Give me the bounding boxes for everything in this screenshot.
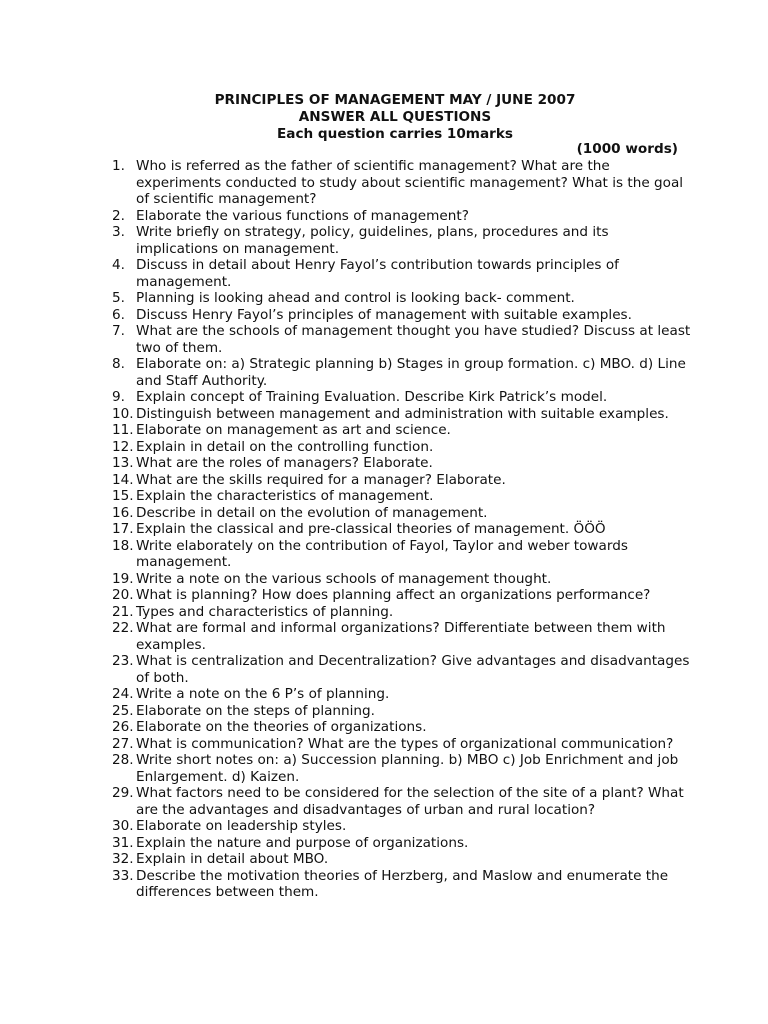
question-item [112, 224, 692, 257]
question-item [112, 587, 692, 604]
question-number: 18. [112, 537, 134, 554]
question-item [112, 620, 692, 653]
question-item [112, 686, 692, 703]
question-item [112, 653, 692, 686]
question-number: 3. [112, 224, 125, 240]
question-text: Types and characteristics of planning. [136, 603, 394, 620]
question-text: What is planning? How does planning affect an organizations performance? [136, 587, 651, 603]
question-text: Explain the nature and purpose of organizations. [136, 834, 469, 851]
question-number: 12. [112, 438, 134, 455]
question-list [112, 158, 692, 901]
question-item [112, 571, 692, 588]
instruction-line: ANSWER ALL QUESTIONS [298, 109, 492, 125]
question-item [112, 818, 692, 835]
question-text: Planning is looking ahead and control is looking back- comment. [136, 290, 575, 306]
question-number: 20. [112, 587, 134, 603]
question-number: 26. [112, 719, 134, 735]
question-text: Elaborate on the theories of organizations. [136, 719, 427, 735]
question-item [112, 538, 692, 571]
question-item [112, 488, 692, 505]
question-text: What are formal and informal organizations? Differentiate between them with examples. [136, 620, 666, 653]
question-number: 22. [112, 620, 134, 636]
question-item [112, 521, 692, 538]
question-number: 2. [112, 207, 125, 224]
question-text: Write briefly on strategy, policy, guidelines, plans, procedures and its implications on management. [136, 224, 609, 257]
question-text: Write short notes on: a) Succession planning. b) MBO c) Job Enrichment and job Enlargement. d) Kaizen. [136, 752, 679, 785]
marks-line: Each question carries 10marks [277, 126, 513, 142]
question-text: Explain concept of Training Evaluation. Describe Kirk Patrick’s model. [136, 389, 608, 405]
question-number: 1. [112, 158, 125, 174]
question-number: 6. [112, 306, 125, 323]
question-item [112, 604, 692, 621]
question-text: What is centralization and Decentralization? Give advantages and disadvantages of both. [136, 653, 690, 686]
question-item [112, 851, 692, 868]
question-number: 19. [112, 570, 134, 587]
question-text: Who is referred as the father of scientific management? What are the experiments conducted to study about scientific management? What is the goal of scientific management? [136, 158, 684, 207]
question-number: 28. [112, 752, 134, 768]
question-text: Elaborate on management as art and science. [136, 422, 451, 438]
question-number: 33. [112, 867, 134, 884]
question-number: 14. [112, 471, 134, 488]
document-header [110, 92, 680, 143]
question-text: Elaborate on leadership styles. [136, 818, 347, 834]
question-number: 7. [112, 323, 125, 339]
question-number: 24. [112, 686, 134, 702]
question-item [112, 323, 692, 356]
question-number: 29. [112, 785, 134, 801]
question-item [112, 422, 692, 439]
question-text: Write a note on the 6 P’s of planning. [136, 686, 390, 702]
question-text: Discuss in detail about Henry Fayol’s contribution towards principles of management. [136, 257, 619, 290]
question-item [112, 785, 692, 818]
question-number: 17. [112, 521, 134, 537]
word-limit: (1000 words) [576, 141, 678, 157]
question-number: 4. [112, 257, 125, 273]
question-number: 27. [112, 735, 134, 752]
question-text: What factors need to be considered for the selection of the site of a plant? What are the advantages and disadvantages of urban and rural location? [136, 785, 684, 818]
question-text: Explain the classical and pre-classical theories of management. ÖÖÖ [136, 521, 606, 537]
question-text: Discuss Henry Fayol’s principles of management with suitable examples. [136, 306, 632, 323]
question-item [112, 439, 692, 456]
question-number: 21. [112, 603, 134, 620]
question-item [112, 472, 692, 489]
question-text: What are the roles of managers? Elaborate. [136, 455, 433, 471]
question-item [112, 703, 692, 720]
question-text: Write a note on the various schools of management thought. [136, 570, 552, 587]
question-text: What are the schools of management thought you have studied? Discuss at least two of them. [136, 323, 691, 356]
question-text: Describe in detail on the evolution of management. [136, 504, 488, 521]
question-number: 9. [112, 389, 125, 405]
question-number: 32. [112, 851, 134, 867]
question-number: 30. [112, 818, 134, 834]
question-text: Distinguish between management and administration with suitable examples. [136, 405, 669, 422]
question-number: 5. [112, 290, 125, 306]
question-text: Elaborate on the steps of planning. [136, 702, 375, 719]
question-text: Explain in detail on the controlling function. [136, 438, 434, 455]
question-item [112, 158, 692, 208]
question-number: 11. [112, 422, 134, 438]
question-item [112, 455, 692, 472]
question-item [112, 307, 692, 324]
question-text: Write elaborately on the contribution of Fayol, Taylor and weber towards management. [136, 537, 628, 570]
question-number: 8. [112, 356, 125, 372]
question-number: 23. [112, 653, 134, 669]
question-number: 31. [112, 834, 134, 851]
question-number: 15. [112, 488, 134, 504]
question-item [112, 257, 692, 290]
question-text: Explain in detail about MBO. [136, 851, 329, 867]
question-item [112, 208, 692, 225]
question-number: 13. [112, 455, 134, 471]
question-text: Explain the characteristics of management. [136, 488, 434, 504]
question-text: Elaborate on: a) Strategic planning b) Stages in group formation. c) MBO. d) Line and Staff Authority. [136, 356, 686, 389]
question-item [112, 736, 692, 753]
question-item [112, 389, 692, 406]
question-item [112, 290, 692, 307]
question-number: 25. [112, 702, 134, 719]
question-item [112, 868, 692, 901]
question-item [112, 835, 692, 852]
document-title: PRINCIPLES OF MANAGEMENT MAY / JUNE 2007 [214, 92, 576, 108]
question-number: 10. [112, 405, 134, 422]
question-text: Describe the motivation theories of Herzberg, and Maslow and enumerate the differences between them. [136, 867, 669, 900]
question-item [112, 356, 692, 389]
question-item [112, 719, 692, 736]
question-number: 16. [112, 504, 134, 521]
question-item [112, 406, 692, 423]
question-item [112, 505, 692, 522]
question-text: What are the skills required for a manager? Elaborate. [136, 471, 506, 488]
question-item [112, 752, 692, 785]
question-text: Elaborate the various functions of management? [136, 207, 469, 224]
question-text: What is communication? What are the types of organizational communication? [136, 735, 674, 752]
